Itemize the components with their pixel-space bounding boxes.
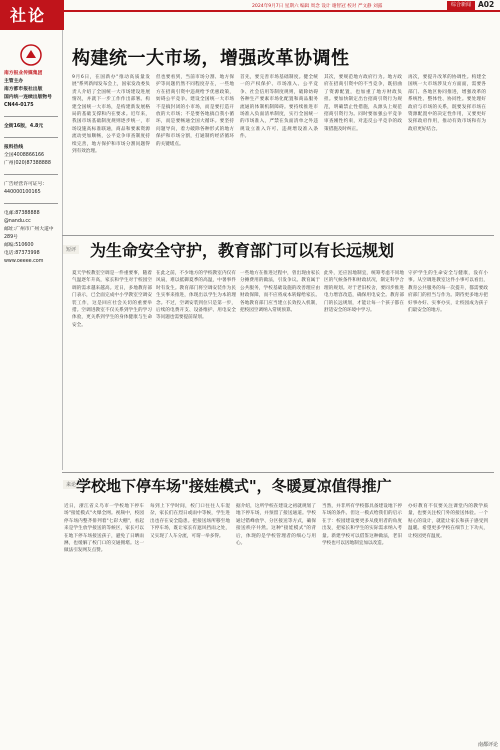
cn-label: 国内统一连续出版物号 <box>4 95 52 100</box>
sidebar <box>0 30 63 470</box>
short-comment-article <box>70 236 490 471</box>
section-divider <box>62 472 494 473</box>
footer-stamp: 南都评论 <box>477 742 498 748</box>
masthead <box>0 0 500 30</box>
newspaper-logo-icon <box>20 44 42 66</box>
header-info: 2024年9月7日 星期六 编辑 周念 设计 谢智冠 校对 严文静 刘露 <box>252 4 383 9</box>
section-block <box>0 0 64 30</box>
opinion-article <box>62 475 494 745</box>
editorial-column: 其次，要规范地方政府行为。地方政府在招商引资中的不当竞争，既扭曲了资源配置，也加重了地方财政负担。要加快制定出台招商引资行为规范，明确禁止性措施，从源头上规范招商引资行为。同时要加强公平竞争审查刚性约束，对违反公平竞争的政策措施及时纠正。 <box>324 75 402 132</box>
host-label: 主管主办 <box>4 79 24 84</box>
short-comment-badge: 短评 <box>63 245 79 254</box>
opinion-title: 学校地下停车场"接娃模式"，冬暖夏凉值得推广 <box>76 477 392 495</box>
email-label: 电邮:87388888 <box>4 211 40 216</box>
publisher-label: 南方报业传媒集团 <box>4 71 43 76</box>
address: 邮址:广州市广州大道中289号 <box>4 227 54 240</box>
license-code: 440000100165 <box>4 190 41 195</box>
phone: 电话:87373998 <box>4 251 40 256</box>
article-column: 据介绍，这所学校在建设之初就规划了地下停车场，并预留了接送通道。学校通过错峰放学、分区接送等方式，确保接送秩序井然。这种"接娃模式"的背后，体现的是学校管理者的细心与用心。 <box>236 504 316 547</box>
article-column: 在此之前，不少地方的学校教室内仅有风扇，难以抵御夏季的高温，中暑事件时有发生。教育部门将空调安装作为民生实事来推进，体现出以学生为本的理念。不过，空调安装到位只是第一步，后续的电费开支、设备维护、用电安全等问题也需要提前谋划。 <box>156 271 236 321</box>
publisher-name: 南方都市报社出版 <box>4 87 43 92</box>
price-label: 全街16版，4.8元 <box>4 124 44 129</box>
cn-code: CN44-0175 <box>4 103 34 108</box>
divider <box>4 137 58 138</box>
section-title: 社论 <box>10 6 47 25</box>
article-column: 守护学生的生命安全与健康，没有小事。从空调进教室这件小事可以看出，教育公共服务的每一次提升，都需要政府部门的担当与作为。期待更多地方把好事办好、实事办实，让校园成为孩子们最安全的地方。 <box>408 271 488 314</box>
postcode: 邮编:510600 <box>4 243 34 248</box>
editorial-title: 构建统一大市场，增强改革协调性 <box>72 48 350 69</box>
editorial-column: 9月6日，在国新办"推动高质量发展"系列新闻发布会上，国家发改委负责人介绍了全国统一大市场建设进展情况，并就下一步工作作出部署。构建全国统一大市场，是构建新发展格局的基础支撑和内在要求。近年来，我国市场基础制度规则逐步统一，市场设施高标准联通，商品和要素资源流动更加顺畅，公平竞争审查制度持续完善，地方保护和市场分割问题得到有效治理。 <box>72 75 150 155</box>
article-column: 当然，并非所有学校都具备建设地下停车场的条件。但这一模式给我们的启示在于：校园建设要更多从使用者的角度出发，把家长和学生的实际需求纳入考量。新建学校可以借鉴这种做法，老旧学校也可以因地制宜加以改造。 <box>322 504 402 547</box>
editorial-column: 但也要看到，当前市场分割、地方保护等问题仍然不同程度存在，一些地方在招商引资中违规给予优惠政策，妨碍公平竞争。建设全国统一大市场不是搞封闭的小市场，而是要打造开放的大市场；不是要各地搞自我小循环，而是要畅通全国大循环。要坚持问题导向，着力破除各种形式的地方保护和市场分割，打通制约经济循环的关键堵点。 <box>156 75 234 147</box>
editorial-column: 再次，要提升改革的协调性。构建全国统一大市场涉及方方面面，需要各部门、各地区协同推进，增强改革的系统性、整体性、协同性。要处理好政府与市场的关系，既要发挥市场在资源配置中的决定性作用，又要更好发挥政府作用，推动有效市场和有为政府更好结合。 <box>408 75 486 132</box>
page-number: A02 <box>478 0 495 9</box>
opinion-badge: 来论 <box>63 480 79 489</box>
article-column: 每到上下学时间，校门口往往人车混杂，家长们在烈日或雨中等候，学生进出也存在安全隐患。把接送场所移至地下停车场，既让家长有遮风挡雨之处，又实现了人车分流，可谓一举多得。 <box>150 504 230 539</box>
edition-tag: 综合新闻 <box>447 1 475 10</box>
header-rule <box>64 10 500 12</box>
article-column: 此外，还应因地制宜，统筹考虑不同地区的气候条件和财政状况，制定科学合理的规划。对于老旧校舍，要同步推进电力增容改造，确保用电安全。教育部门的长远规划，才能让每一个孩子都在舒适安全的环境中学习。 <box>324 271 404 314</box>
email-address: @nandu.cc <box>4 219 31 224</box>
article-column: 办好教育不仅要关注课堂内的教学质量，也要关注校门外的接送体验。一个贴心的设计，就能让家长和孩子感受到温暖。希望更多学校在细节上下功夫，让校园更有温度。 <box>408 504 488 539</box>
divider <box>4 174 58 175</box>
editorial-article <box>70 30 490 235</box>
website-url: www.oeeee.com <box>4 259 44 264</box>
ad-label: 报料热线 <box>4 145 24 150</box>
editorial-column: 首先，要完善市场基础制度。健全统一的产权保护、市场准入、公平竞争、社会信用等制度规则，破除妨碍各种生产要素市场化配置和商品服务流通的体制机制障碍。要持续推进市场准入负面清单制度，实行全国统一的市场准入，严禁在负面清单之外违规设立准入许可、违规增设准入条件。 <box>240 75 318 140</box>
divider <box>4 203 58 204</box>
divider <box>4 116 58 117</box>
article-column: 夏天学校教室空调是一件重要事，随着气温逐年升高，家长和学生对于校园空调的需求越来越高。近日，多地教育部门表示，已全面完成中小学教室空调安装工作，这是回应社会关切的重要举措。空调进教室不仅关系到学生的学习体验，更关系到学生的身体健康与生命安全。 <box>72 271 152 328</box>
ad-phone: 广州(020)87388888 <box>4 161 51 166</box>
short-comment-title: 为生命安全守护，教育部门可以有长远规划 <box>90 241 395 260</box>
license-label: 广告经营许可证号： <box>4 182 48 187</box>
article-column: 一些地方在推进过程中，曾出现由家长分摊费用的做法，引发争议。教育属于公共服务，学校基础设施的改善理应由财政保障，而不应将成本转嫁给家长。各地教育部门应当建立长效投入机制，把校园空调纳入常规预算。 <box>240 271 320 314</box>
article-column: 近日，浙江省义乌市一学校地下停车场"接娃模式"火爆全网。视频中，校园停车场内整齐排列着"七彩大棚"，看起来是学生放学接送的等候区，家长可以在地下停车场接送孩子，避免了日晒雨淋，也缓解了校门口的交通拥堵。这一做法引发网友点赞。 <box>64 504 144 554</box>
ad-phone: 全国4008866166 <box>4 153 45 158</box>
